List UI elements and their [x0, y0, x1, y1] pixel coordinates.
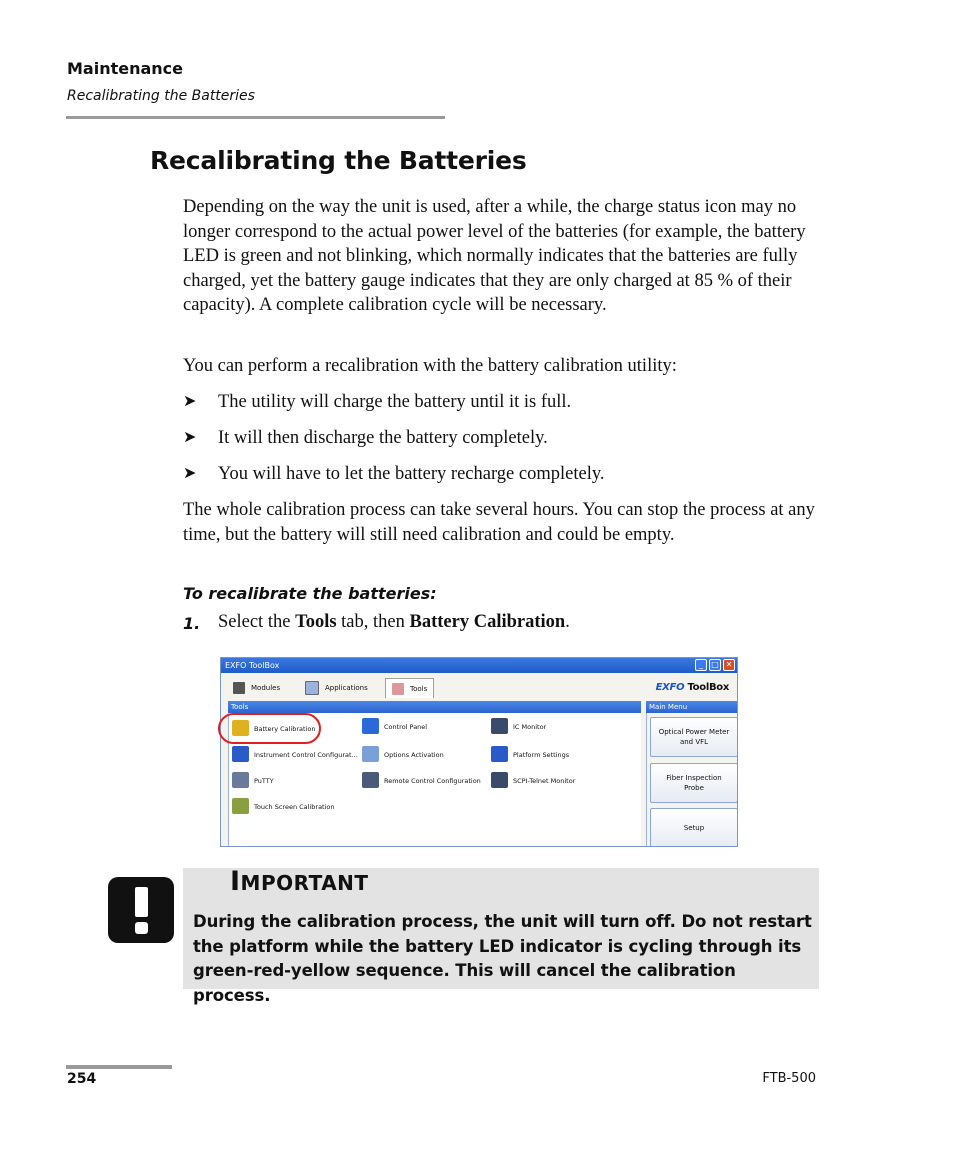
- menu-fiber-inspection-probe-button[interactable]: Fiber Inspection Probe: [650, 763, 738, 803]
- modules-icon: [233, 682, 245, 694]
- menu-setup-button[interactable]: Setup: [650, 808, 738, 847]
- page-number: 254: [67, 1071, 97, 1087]
- minimize-icon[interactable]: _: [695, 659, 707, 671]
- tab-label: Tools: [410, 685, 428, 693]
- page-title: Recalibrating the Batteries: [150, 146, 527, 175]
- running-header-subsection: Recalibrating the Batteries: [67, 88, 255, 104]
- step-battery-calibration-label: Battery Calibration: [409, 612, 566, 632]
- tab-applications[interactable]: [305, 678, 368, 698]
- scpi-telnet-icon: [491, 772, 508, 788]
- remote-control-icon: [362, 772, 379, 788]
- options-activation-icon: [362, 746, 379, 762]
- applications-icon: [305, 681, 319, 695]
- header-rule: [66, 116, 445, 119]
- menu-optical-power-meter-button[interactable]: Optical Power Meter and VFL: [650, 717, 738, 757]
- tools-panel-header: Tools: [228, 701, 641, 713]
- step-text-part: Select the: [218, 612, 296, 632]
- tab-label: Modules: [251, 684, 281, 692]
- product-name: FTB-500: [762, 1071, 816, 1086]
- window-title: EXFO ToolBox: [225, 661, 280, 670]
- tab-modules[interactable]: [233, 678, 280, 698]
- step-number: 1.: [183, 614, 201, 633]
- bullet-arrow-icon: ➤: [183, 429, 197, 446]
- ic-monitor-icon: [491, 718, 508, 734]
- tab-label: Applications: [325, 684, 368, 692]
- window-controls: [695, 659, 735, 671]
- step-text: [218, 612, 570, 633]
- paragraph-intro: Depending on the way the unit is used, after a while, the charge status icon may no longer correspond to the actual power level of the batteries (for example, the battery LED is green and not blinking, which normally indicates that the batteries are fully charged, yet the battery gauge indicates that they are only charged at 85 % of their capacity). A complete calibration cycle will be necessary.: [183, 197, 806, 315]
- tools-icon: [392, 683, 404, 695]
- platform-settings-icon: [491, 746, 508, 762]
- putty-icon: [232, 772, 249, 788]
- procedure-title: To recalibrate the batteries:: [183, 584, 437, 603]
- tab-bar: [221, 673, 737, 700]
- tab-tools[interactable]: [385, 678, 434, 698]
- bullet-text: It will then discharge the battery completely.: [218, 428, 548, 448]
- main-menu-header: Main Menu: [646, 701, 738, 713]
- running-header-section: Maintenance: [67, 59, 184, 78]
- bullet-text: You will have to let the battery recharge completely.: [218, 464, 605, 484]
- step-text-part: tab, then: [336, 612, 410, 632]
- exclamation-icon: [108, 877, 174, 943]
- bullet-arrow-icon: ➤: [183, 393, 197, 410]
- maximize-icon[interactable]: □: [709, 659, 721, 671]
- toolbox-screenshot: [220, 657, 738, 847]
- step-tools-label: Tools: [295, 612, 337, 632]
- footer-rule: [66, 1065, 172, 1069]
- tools-panel: Battery Calibration Control Panel IC Monitor Instrument Control Configurat... Options Activation Platform Settings PuTTY Remote Control Configuration SCPI-Telnet Monitor Touch Screen Calibration: [228, 713, 641, 847]
- close-icon[interactable]: ✕: [723, 659, 735, 671]
- control-panel-icon: [362, 718, 379, 734]
- important-title: IMPORTANT: [230, 866, 369, 897]
- battery-calibration-highlight: [218, 713, 321, 744]
- main-menu-panel: [646, 713, 738, 847]
- paragraph-duration: The whole calibration process can take several hours. You can stop the process at any time, but the battery will still need calibration and could be empty.: [183, 500, 815, 545]
- paragraph-utility: You can perform a recalibration with the battery calibration utility:: [183, 356, 677, 376]
- bullet-arrow-icon: ➤: [183, 465, 197, 482]
- bullet-text: The utility will charge the battery until it is full.: [218, 392, 572, 412]
- important-text: During the calibration process, the unit will turn off. Do not restart the platform while the battery LED indicator is cycling through its green-red-yellow sequence. This will cancel the calibration process.: [193, 912, 812, 1005]
- exfo-toolbox-logo: EXFO ToolBox: [655, 682, 729, 693]
- window-titlebar: [221, 658, 737, 673]
- step-text-part: .: [565, 612, 570, 632]
- touch-screen-icon: [232, 798, 249, 814]
- instrument-control-icon: [232, 746, 249, 762]
